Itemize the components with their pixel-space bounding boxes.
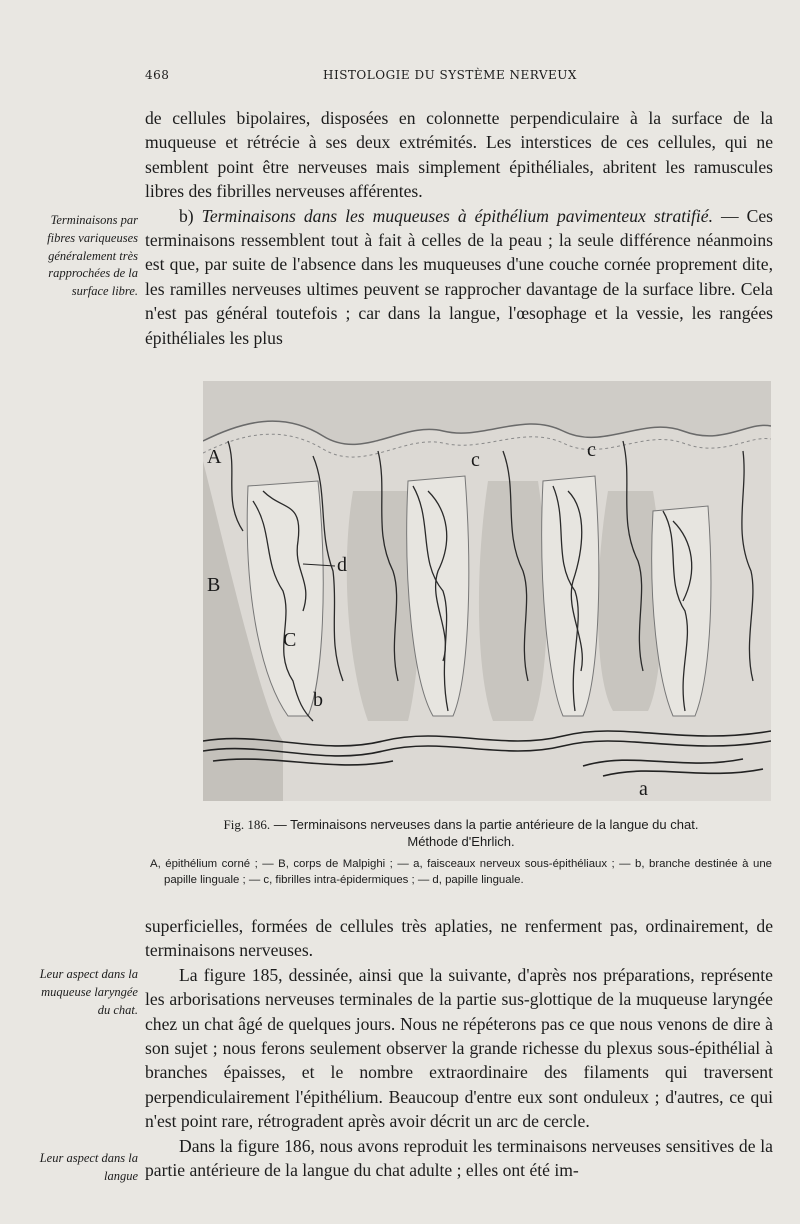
section-letter: b) <box>179 205 202 226</box>
figure-caption <box>150 816 772 850</box>
label-c-2: c <box>587 439 596 461</box>
caption-title: — Terminaisons nerveuses dans la partie antérieure de la langue du chat. <box>270 817 699 832</box>
text-block-top <box>145 106 773 350</box>
legend-text: A, épithélium corné ; — B, corps de Malpighi ; — a, faisceaux nerveux sous-épithéliaux ; — b, branche destinée à une papille linguale ; — c, fibrilles intra-épidermiques ; — d, papille linguale. <box>150 858 772 886</box>
label-a: a <box>639 778 648 800</box>
page-number: 468 <box>145 68 170 82</box>
section-text: — Ces terminaisons ressemblent tout à fait à celles de la peau ; la seule différence néanmoins est que, par suite de l'absence dans les muqueuses d'une couche cornée proprement dite, les ramilles nerveuses ultimes peuvent se rapprocher davantage de la surface libre. Cela n'est pas général toutefois ; car dans la langue, l'œsophage et la vessie, les rangées épithéliales les plus <box>145 205 773 348</box>
paragraph-figure-185: La figure 185, dessinée, ainsi que la suivante, d'après nos préparations, représente les arborisations nerveuses terminales de la partie sus-glottique de la muqueuse laryngée chez un chat âgé de quelques jours. Nous ne répéterons pas ce que nous venons de dire à son sujet ; nous ferons seulement observer la grande richesse du plexus sous-épithélial à branches épaisses, et le nombre extraordinaire des filaments qui traversent perpendiculairement l'épithélium. Beaucoup d'entre eux sont onduleux ; d'autres, ce qui n'est point rare, rétrogradent après avoir décrit un arc de cercle. <box>145 964 773 1132</box>
label-d: d <box>337 554 347 576</box>
text-block-bottom <box>145 914 773 1182</box>
figure-186-illustration <box>203 381 771 801</box>
label-A: A <box>207 446 222 468</box>
margin-note-1: Terminaisons par fibres variqueuses généralement très rapprochées de la surface libre. <box>47 213 138 299</box>
figure-legend <box>150 856 772 888</box>
margin-note-3: Leur aspect dans la langue <box>39 1151 138 1183</box>
margin-note-2: Leur aspect dans la muqueuse laryngée du chat. <box>39 967 138 1017</box>
running-title: HISTOLOGIE DU SYSTÈME NERVEUX <box>323 68 577 82</box>
label-b: b <box>313 689 323 711</box>
label-c-1: c <box>471 449 480 471</box>
figure-label: Fig. 186. <box>223 817 271 832</box>
label-B: B <box>207 574 221 596</box>
paragraph-superficial: superficielles, formées de cellules très aplaties, ne renferment pas, ordinairement, de terminaisons nerveuses. <box>145 916 773 961</box>
paragraph-figure-186: Dans la figure 186, nous avons reproduit les terminaisons nerveuses sensitives de la partie antérieure de la langue du chat adulte ; elles ont été im- <box>145 1135 773 1181</box>
caption-method: Méthode d'Ehrlich. <box>407 834 515 849</box>
running-header <box>145 68 770 88</box>
paragraph-continued: de cellules bipolaires, disposées en colonnette perpendiculaire à la surface de la muqueuse et rétrécie à ses deux extrémités. Les interstices de ces cellules, qui ne semblent point être nerveuses mais simplement épithéliales, abritent les ramuscules libres des fibrilles nerveuses afférentes. <box>145 108 773 202</box>
paragraph-section-b <box>145 204 773 350</box>
label-C: C <box>283 629 297 651</box>
histology-drawing <box>203 381 771 801</box>
section-heading: Terminaisons dans les muqueuses à épithélium pavimenteux stratifié. <box>201 205 713 226</box>
